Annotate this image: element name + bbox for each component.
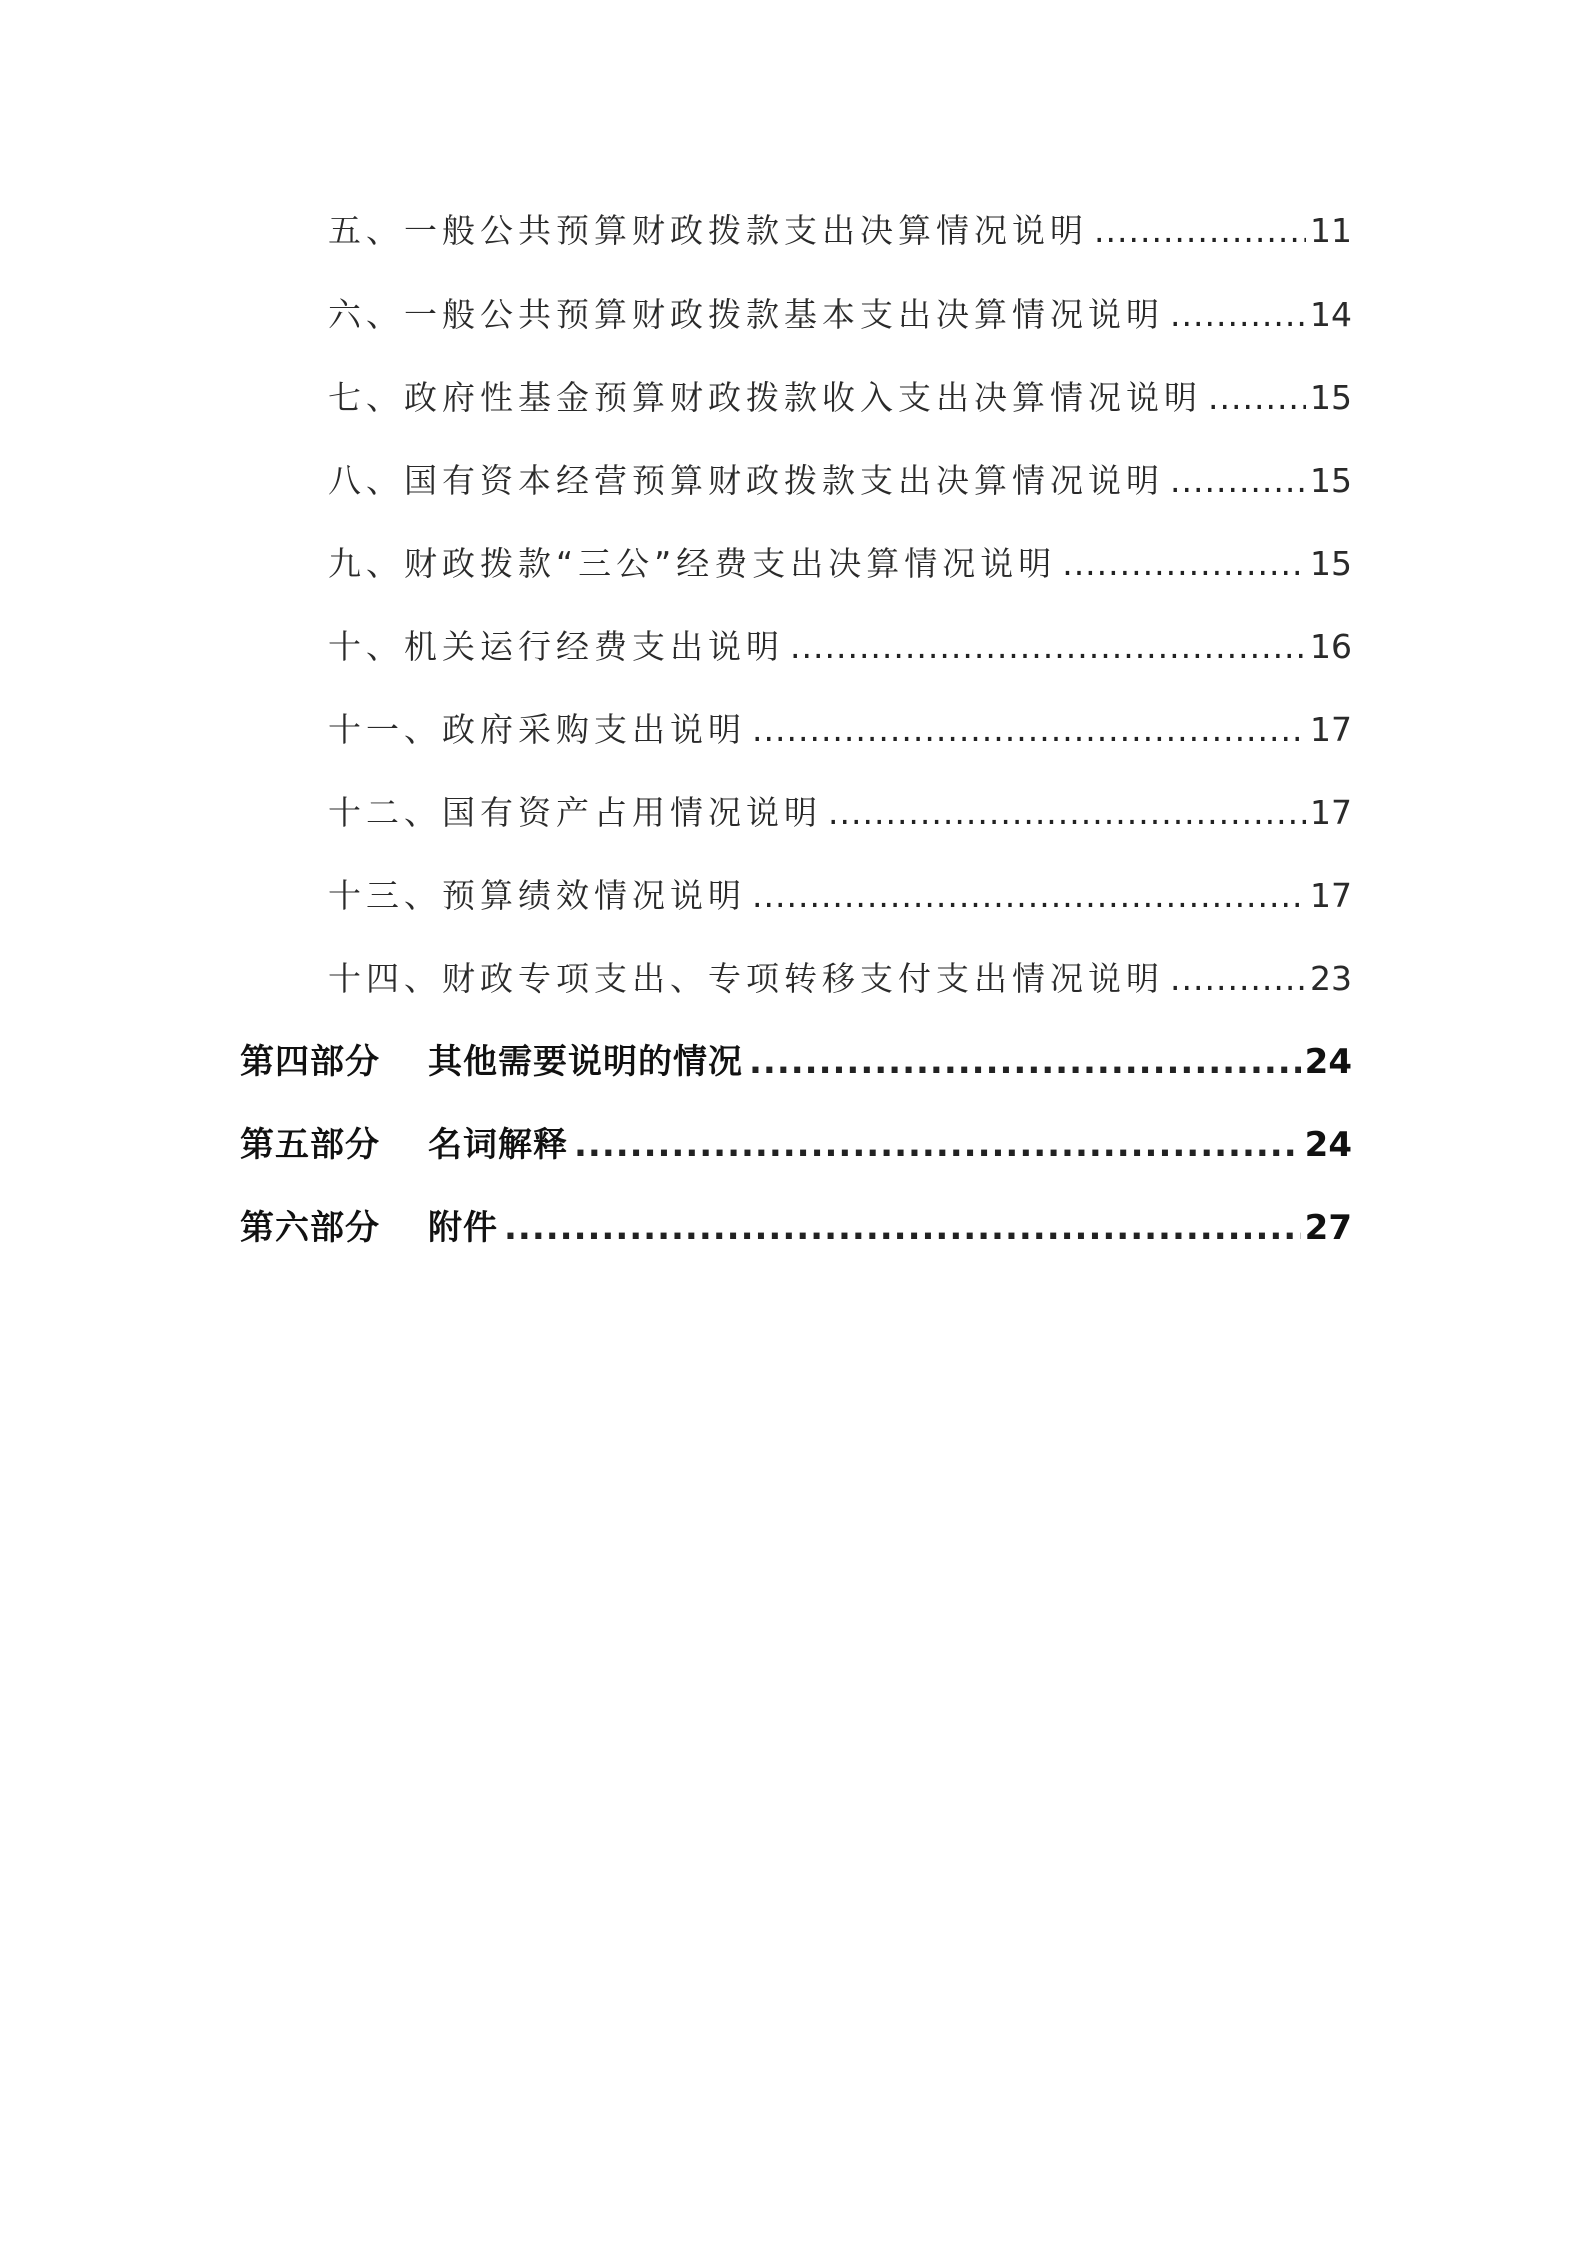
toc-entry-label: 六、一般公共预算财政拨款基本支出决算情况说明 — [328, 295, 1164, 334]
toc-part-entry[interactable] — [240, 1200, 1352, 1256]
dot-leader — [1170, 951, 1306, 1007]
dot-leader — [1170, 453, 1306, 509]
toc-part-number: 第六部分 — [240, 1208, 380, 1248]
toc-part-entry[interactable] — [240, 1117, 1352, 1173]
toc-entry-page: 15 — [1310, 378, 1352, 417]
toc-entry[interactable] — [328, 619, 1352, 675]
toc-entry-page: 24 — [1304, 1125, 1352, 1165]
toc-entry-label: 十一、政府采购支出说明 — [328, 710, 746, 749]
toc-entry-page: 17 — [1310, 876, 1352, 915]
toc-entry[interactable] — [328, 536, 1352, 592]
toc-entry-page: 23 — [1310, 959, 1352, 998]
toc-entry-page: 24 — [1304, 1042, 1352, 1082]
toc-entry-label: 十三、预算绩效情况说明 — [328, 876, 746, 915]
dot-leader — [790, 619, 1306, 675]
dot-leader — [1094, 203, 1306, 259]
toc-entry-label: 十二、国有资产占用情况说明 — [328, 793, 822, 832]
dot-leader — [504, 1200, 1301, 1256]
dot-leader — [828, 785, 1306, 841]
toc-part-title: 名词解释 — [428, 1125, 568, 1165]
toc-entry[interactable] — [328, 785, 1352, 841]
toc-part-number: 第四部分 — [240, 1042, 380, 1082]
dot-leader — [752, 868, 1306, 924]
toc-entry-page: 17 — [1310, 710, 1352, 749]
toc-entry[interactable] — [328, 453, 1352, 509]
toc-entry-label: 十四、财政专项支出、专项转移支付支出情况说明 — [328, 959, 1164, 998]
toc-entry[interactable] — [328, 287, 1352, 343]
dot-leader — [1062, 536, 1306, 592]
toc-entry[interactable] — [328, 203, 1352, 259]
dot-leader — [1170, 287, 1306, 343]
toc-entry[interactable] — [328, 951, 1352, 1007]
dot-leader — [1208, 370, 1306, 426]
toc-entry-page: 15 — [1310, 544, 1352, 583]
toc-part-title: 附件 — [428, 1208, 498, 1248]
toc-entry-label: 八、国有资本经营预算财政拨款支出决算情况说明 — [328, 461, 1164, 500]
toc-part-title: 其他需要说明的情况 — [428, 1042, 743, 1082]
toc-entry-page: 17 — [1310, 793, 1352, 832]
toc-entry-page: 11 — [1310, 211, 1352, 250]
dot-leader — [752, 702, 1306, 758]
toc-entry[interactable] — [328, 702, 1352, 758]
toc-part-entry[interactable] — [240, 1034, 1352, 1090]
toc-entry-label: 十、机关运行经费支出说明 — [328, 627, 784, 666]
toc-part-number: 第五部分 — [240, 1125, 380, 1165]
toc-entry-label: 九、财政拨款“三公”经费支出决算情况说明 — [328, 544, 1057, 583]
toc-entry[interactable] — [328, 868, 1352, 924]
toc-entry-page: 14 — [1310, 295, 1352, 334]
dot-leader — [574, 1117, 1301, 1173]
dot-leader — [749, 1034, 1301, 1090]
toc-entry[interactable] — [328, 370, 1352, 426]
toc-entry-label: 七、政府性基金预算财政拨款收入支出决算情况说明 — [328, 378, 1202, 417]
toc-entry-page: 15 — [1310, 461, 1352, 500]
toc-entry-page: 27 — [1304, 1208, 1352, 1248]
toc-entry-page: 16 — [1310, 627, 1352, 666]
toc-entry-label: 五、一般公共预算财政拨款支出决算情况说明 — [328, 211, 1088, 250]
